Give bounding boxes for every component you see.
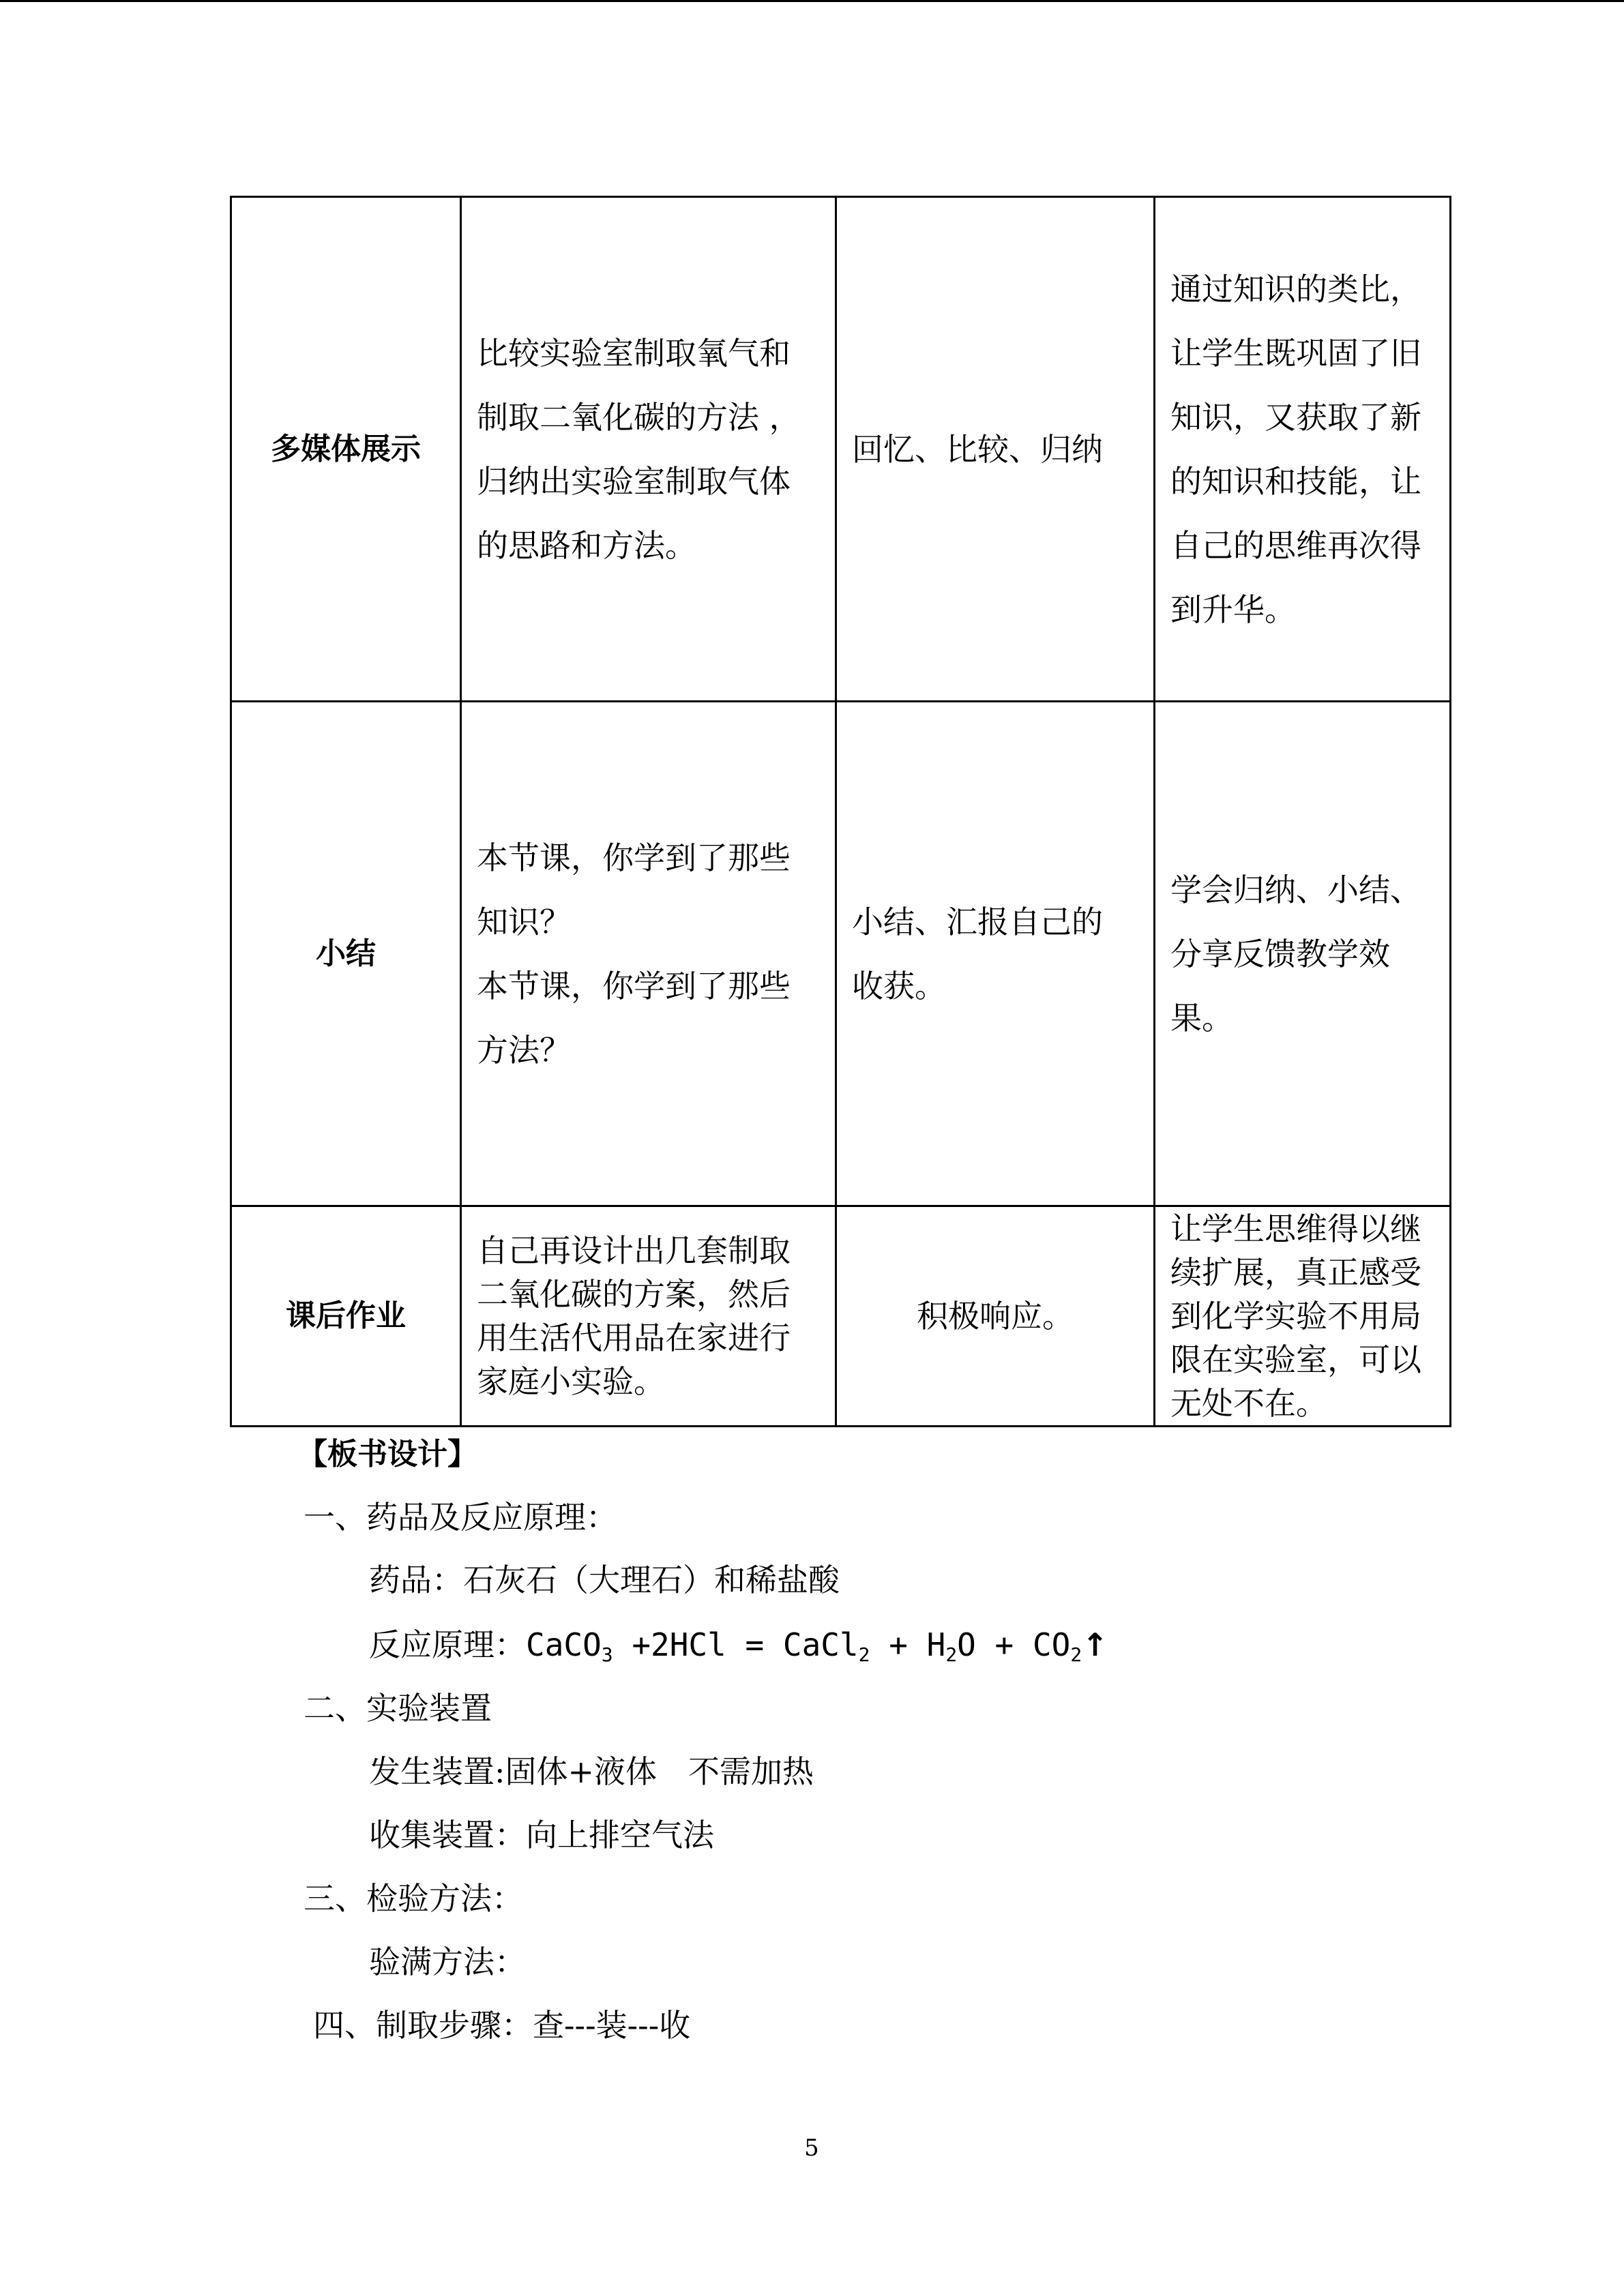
board-design-title: 【板书设计】 — [297, 1437, 477, 1472]
gas-arrow-icon: ↑ — [1082, 1626, 1108, 1663]
lesson-table — [230, 196, 1451, 1427]
section-heading: 一、药品及反应原理： — [304, 1499, 617, 1536]
intent-line: 到升华。 — [1170, 591, 1296, 628]
activity-line: 回忆、比较、归纳 — [852, 430, 1103, 468]
section-heading: 四、制取步骤：查---装---收 — [313, 2007, 691, 2044]
content-cell — [461, 197, 836, 702]
content-line: 知识？ — [477, 903, 571, 940]
formula-subscript: 3 — [601, 1643, 613, 1666]
content-line: 本节课，你学到了那些 — [477, 839, 791, 876]
formula-subscript: 2 — [858, 1643, 870, 1666]
section-heading: 三、检验方法： — [304, 1880, 523, 1917]
intent-line: 让学生既巩固了旧 — [1170, 334, 1421, 372]
content-line: 二氧化碳的方案，然后 — [477, 1276, 791, 1313]
content-line: 归纳出实验室制取气体 — [477, 462, 791, 500]
stage-label: 多媒体展示 — [271, 431, 421, 466]
intent-line: 果。 — [1170, 999, 1233, 1037]
page-top-border — [0, 0, 1624, 2]
activity-line: 积极响应。 — [917, 1298, 1074, 1335]
stage-cell — [231, 197, 461, 702]
collector-line: 收集装置：向上排空气法 — [369, 1817, 714, 1853]
intent-line: 的知识和技能，让 — [1170, 462, 1421, 500]
table-row — [231, 1206, 1451, 1427]
content-line: 方法？ — [477, 1031, 571, 1069]
stage-label: 课后作业 — [286, 1298, 406, 1333]
intent-cell — [1155, 702, 1451, 1206]
content-line: 用生活代用品在家进行 — [477, 1320, 791, 1356]
formula-part: O + CO — [957, 1626, 1071, 1663]
table-row — [231, 702, 1451, 1206]
section-heading: 二、实验装置 — [304, 1690, 492, 1727]
formula-part: +2HCl = CaCl — [612, 1626, 859, 1663]
drugs-line: 药品：石灰石（大理石）和稀盐酸 — [369, 1562, 840, 1598]
intent-line: 限在实验室，可以 — [1170, 1341, 1421, 1378]
formula-part: + H — [870, 1626, 946, 1663]
activity-cell — [836, 197, 1155, 702]
reaction-label: 反应原理： — [369, 1626, 526, 1663]
content-line: 家庭小实验。 — [477, 1363, 665, 1400]
intent-cell — [1155, 1206, 1451, 1427]
stage-cell — [231, 1206, 461, 1427]
content-cell — [461, 1206, 836, 1427]
intent-line: 续扩展，真正感受 — [1170, 1254, 1421, 1291]
reaction-line — [369, 1624, 1108, 1675]
content-line: 自己再设计出几套制取 — [477, 1232, 791, 1269]
activity-cell — [836, 702, 1155, 1206]
full-check-line: 验满方法： — [369, 1943, 526, 1980]
intent-cell — [1155, 197, 1451, 702]
intent-line: 到化学实验不用局 — [1170, 1298, 1421, 1335]
stage-label: 小结 — [316, 936, 376, 971]
table-row — [231, 197, 1451, 702]
activity-line: 小结、汇报自己的 — [852, 903, 1103, 940]
formula-subscript: 2 — [945, 1643, 958, 1666]
content-cell — [461, 702, 836, 1206]
formula-subscript: 2 — [1070, 1643, 1082, 1666]
intent-line: 分享反馈教学效 — [1170, 935, 1390, 972]
chemical-equation — [526, 1626, 1082, 1666]
generator-line: 发生装置:固体+液体 不需加热 — [369, 1753, 814, 1790]
intent-line: 无处不在。 — [1170, 1385, 1327, 1422]
activity-line: 收获。 — [852, 967, 946, 1004]
content-line: 本节课，你学到了那些 — [477, 967, 791, 1004]
content-line: 制取二氧化碳的方法 ， — [477, 398, 801, 436]
stage-cell — [231, 702, 461, 1206]
page-number: 5 — [804, 2134, 819, 2162]
activity-cell — [836, 1206, 1155, 1427]
intent-line: 知识，又获取了新 — [1170, 398, 1421, 436]
content-line: 的思路和方法。 — [477, 526, 696, 564]
intent-line: 通过知识的类比， — [1170, 270, 1421, 308]
intent-line: 让学生思维得以继 — [1170, 1210, 1421, 1247]
formula-part: CaCO — [526, 1626, 602, 1663]
intent-line: 自己的思维再次得 — [1170, 526, 1421, 564]
content-line: 比较实验室制取氧气和 — [477, 334, 791, 372]
intent-line: 学会归纳、小结、 — [1170, 871, 1421, 908]
